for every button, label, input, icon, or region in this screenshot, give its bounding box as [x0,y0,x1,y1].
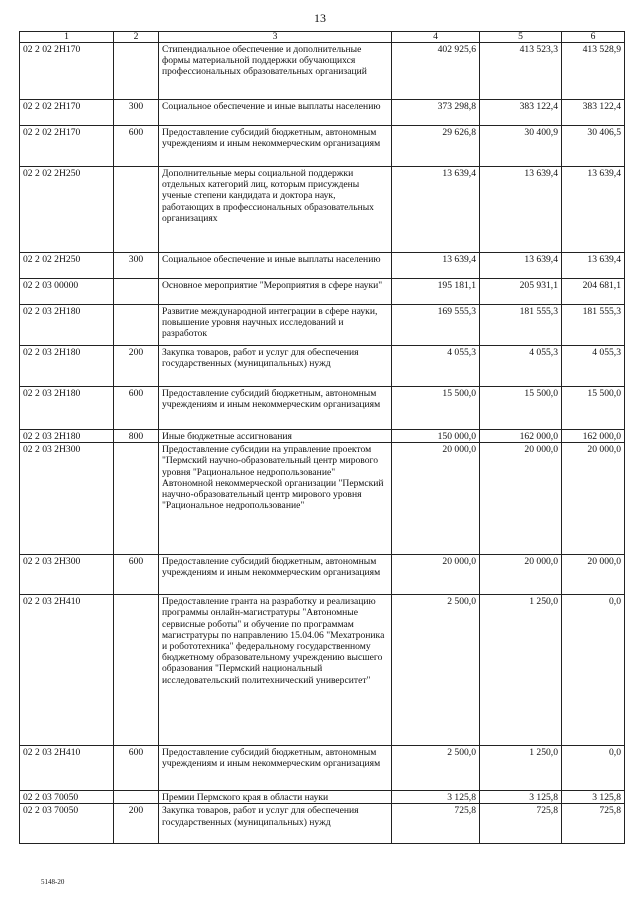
budget-table [19,31,625,844]
kind-cell: 600 [114,387,159,430]
value-cell: 13 639,4 [392,167,480,253]
value-cell: 181 555,3 [562,305,625,346]
value-cell: 1 250,0 [480,595,562,746]
value-cell: 162 000,0 [562,430,625,443]
table-row [20,305,625,346]
table-row [20,791,625,804]
value-cell: 4 055,3 [562,346,625,387]
table-row [20,346,625,387]
name-cell: Премии Пермского края в области науки [159,791,392,804]
table-row [20,167,625,253]
value-cell: 15 500,0 [562,387,625,430]
table-row [20,443,625,555]
value-cell: 1 250,0 [480,746,562,791]
code-cell: 02 2 03 2Н410 [20,746,114,791]
value-cell: 13 639,4 [562,253,625,279]
name-cell: Иные бюджетные ассигнования [159,430,392,443]
name-cell: Закупка товаров, работ и услуг для обеспечения государственных (муниципальных) нужд [159,346,392,387]
value-cell: 3 125,8 [480,791,562,804]
code-cell: 02 2 02 2Н170 [20,126,114,167]
table-row [20,430,625,443]
name-cell: Предоставление субсидий бюджетным, автономным учреждениям и иным некоммерческим организациям [159,746,392,791]
kind-cell: 300 [114,100,159,126]
value-cell: 2 500,0 [392,595,480,746]
value-cell: 725,8 [392,804,480,844]
name-cell: Дополнительные меры социальной поддержки отдельных категорий лиц, которым присуждены ученые степени кандидата и доктора наук, работающих в профессиональных образовательных организациях [159,167,392,253]
code-cell: 02 2 02 2Н170 [20,100,114,126]
value-cell: 169 555,3 [392,305,480,346]
kind-cell: 600 [114,555,159,595]
kind-cell: 200 [114,804,159,844]
value-cell: 3 125,8 [562,791,625,804]
name-cell: Предоставление субсидий бюджетным, автономным учреждениям и иным некоммерческим организациям [159,555,392,595]
name-cell: Социальное обеспечение и иные выплаты населению [159,253,392,279]
value-cell: 383 122,4 [562,100,625,126]
table-row [20,126,625,167]
value-cell: 383 122,4 [480,100,562,126]
kind-cell: 600 [114,126,159,167]
table-row [20,43,625,100]
value-cell: 725,8 [480,804,562,844]
name-cell: Социальное обеспечение и иные выплаты населению [159,100,392,126]
table-header-row [20,32,625,43]
value-cell: 20 000,0 [562,443,625,555]
document-code: 5148-20 [41,878,65,886]
code-cell: 02 2 03 2Н410 [20,595,114,746]
value-cell: 13 639,4 [562,167,625,253]
value-cell: 4 055,3 [480,346,562,387]
value-cell: 0,0 [562,746,625,791]
value-cell: 30 406,5 [562,126,625,167]
code-cell: 02 2 03 2Н180 [20,346,114,387]
value-cell: 205 931,1 [480,279,562,305]
code-cell: 02 2 03 00000 [20,279,114,305]
value-cell: 15 500,0 [480,387,562,430]
value-cell: 181 555,3 [480,305,562,346]
code-cell: 02 2 03 2Н180 [20,387,114,430]
column-header: 3 [159,32,392,43]
column-header: 2 [114,32,159,43]
table-row [20,804,625,844]
value-cell: 20 000,0 [392,555,480,595]
table-row [20,746,625,791]
value-cell: 195 181,1 [392,279,480,305]
name-cell: Предоставление гранта на разработку и реализацию программы онлайн-магистратуры "Автономные сервисные роботы" и обучение по программам магистратуры по направлению 15.04.06 "Мехатроника и робототехника" федеральному государственному бюджетному образовательному учреждению высшего образования "Пермский национальный исследовательский политехнический университет" [159,595,392,746]
kind-cell: 300 [114,253,159,279]
code-cell: 02 2 03 70050 [20,791,114,804]
value-cell: 0,0 [562,595,625,746]
code-cell: 02 2 03 2Н300 [20,555,114,595]
table-row [20,253,625,279]
kind-cell [114,305,159,346]
value-cell: 29 626,8 [392,126,480,167]
name-cell: Закупка товаров, работ и услуг для обеспечения государственных (муниципальных) нужд [159,804,392,844]
value-cell: 20 000,0 [562,555,625,595]
code-cell: 02 2 02 2Н170 [20,43,114,100]
code-cell: 02 2 03 2Н180 [20,430,114,443]
name-cell: Развитие международной интеграции в сфере науки, повышение уровня научных исследований и разработок [159,305,392,346]
kind-cell [114,791,159,804]
table-row [20,387,625,430]
name-cell: Стипендиальное обеспечение и дополнительные формы материальной поддержки обучающихся профессиональных образовательных организаций [159,43,392,100]
name-cell: Предоставление субсидии на управление проектом "Пермский научно-образовательный центр мирового уровня "Рациональное недропользование" Автономной некоммерческой организации "Пермский научно-образовательный центр мирового уровня "Рациональное недропользование" [159,443,392,555]
kind-cell: 600 [114,746,159,791]
value-cell: 150 000,0 [392,430,480,443]
code-cell: 02 2 03 2Н180 [20,305,114,346]
value-cell: 162 000,0 [480,430,562,443]
value-cell: 204 681,1 [562,279,625,305]
kind-cell [114,595,159,746]
kind-cell: 200 [114,346,159,387]
value-cell: 20 000,0 [480,555,562,595]
value-cell: 725,8 [562,804,625,844]
column-header: 1 [20,32,114,43]
value-cell: 413 523,3 [480,43,562,100]
value-cell: 30 400,9 [480,126,562,167]
code-cell: 02 2 02 2Н250 [20,253,114,279]
value-cell: 15 500,0 [392,387,480,430]
kind-cell [114,43,159,100]
value-cell: 13 639,4 [480,167,562,253]
name-cell: Предоставление субсидий бюджетным, автономным учреждениям и иным некоммерческим организациям [159,387,392,430]
value-cell: 20 000,0 [392,443,480,555]
table-row [20,279,625,305]
value-cell: 4 055,3 [392,346,480,387]
value-cell: 13 639,4 [392,253,480,279]
table-row [20,555,625,595]
value-cell: 402 925,6 [392,43,480,100]
column-header: 4 [392,32,480,43]
value-cell: 13 639,4 [480,253,562,279]
column-header: 5 [480,32,562,43]
code-cell: 02 2 03 2Н300 [20,443,114,555]
table-row [20,595,625,746]
column-header: 6 [562,32,625,43]
page-number: 13 [314,11,326,25]
table-row [20,100,625,126]
kind-cell [114,167,159,253]
value-cell: 3 125,8 [392,791,480,804]
kind-cell [114,443,159,555]
code-cell: 02 2 02 2Н250 [20,167,114,253]
value-cell: 373 298,8 [392,100,480,126]
name-cell: Предоставление субсидий бюджетным, автономным учреждениям и иным некоммерческим организациям [159,126,392,167]
value-cell: 413 528,9 [562,43,625,100]
kind-cell [114,279,159,305]
name-cell: Основное мероприятие "Мероприятия в сфере науки" [159,279,392,305]
value-cell: 20 000,0 [480,443,562,555]
value-cell: 2 500,0 [392,746,480,791]
code-cell: 02 2 03 70050 [20,804,114,844]
kind-cell: 800 [114,430,159,443]
